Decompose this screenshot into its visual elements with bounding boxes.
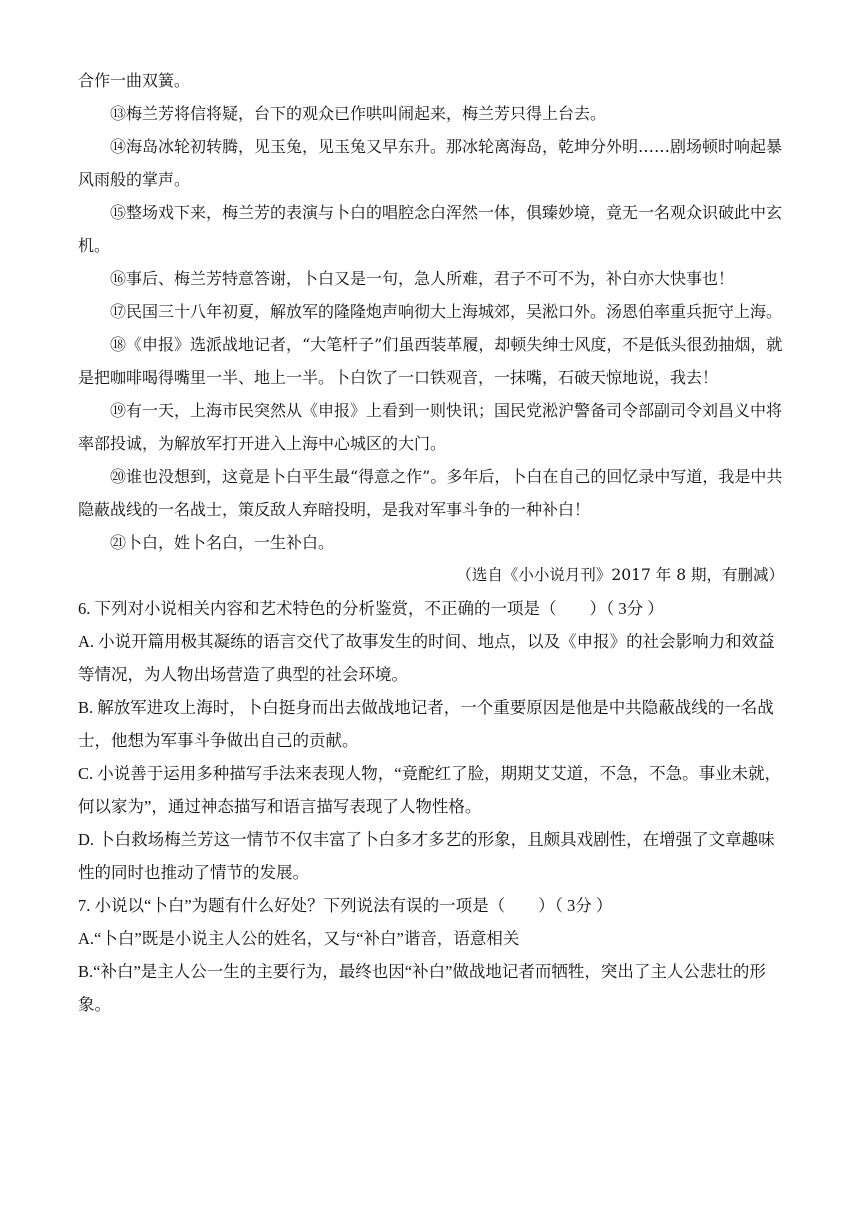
story-paragraph-15: ⑮整场戏下来，梅兰芳的表演与卜白的唱腔念白浑然一体，俱臻妙境，竟无一名观众识破此中玄机。 xyxy=(78,203,783,255)
question-6-option-a: A. 小说开篇用极其凝练的语言交代了故事发生的时间、地点，以及《申报》的社会影响力和效益等情况，为人物出场营造了典型的社会环境。 xyxy=(78,632,775,684)
story-paragraph-19: ⑲有一天，上海市民突然从《申报》上看到一则快讯；国民党淞沪警备司令部副司令刘昌义中将率部投诚，为解放军打开进入上海中心城区的大门。 xyxy=(78,401,783,453)
story-paragraph-continuation: 合作一曲双簧。 xyxy=(78,71,191,90)
story-paragraph-18: ⑱《申报》选派战地记者，“大笔杆子”们虽西装革履，却顿失绅士风度，不是低头很劲抽烟，就是把咖啡喝得嘴里一半、地上一半。卜白饮了一口铁观音，一抹嘴，石破天惊地说，我去！ xyxy=(78,335,783,387)
question-7-stem: 7. 小说以“卜白”为题有什么好处？下列说法有误的一项是（ ）（ 3分 ） xyxy=(78,896,613,915)
story-paragraph-14: ⑭海岛冰轮初转腾，见玉兔，见玉兔又早东升。那冰轮离海岛，乾坤分外明……剧场顿时响起暴风雨般的掌声。 xyxy=(78,137,783,189)
story-paragraph-16: ⑯事后、梅兰芳特意答谢，卜白又是一句，急人所难，君子不可不为，补白亦大快事也！ xyxy=(110,269,735,288)
question-7-option-a: A.“卜白”既是小说主人公的姓名，又与“补白”谐音，语意相关 xyxy=(78,929,520,948)
question-6-stem: 6. 下列对小说相关内容和艺术特色的分析鉴赏，不正确的一项是（ ）（ 3分 ） xyxy=(78,599,664,618)
story-paragraph-21: ㉑卜白，姓卜名白，一生补白。 xyxy=(110,533,335,552)
question-7-option-b: B.“补白”是主人公一生的主要行为，最终也因“补白”做战地记者而牺牲，突出了主人公悲壮的形象。 xyxy=(78,962,766,1014)
document-page xyxy=(78,64,784,1021)
source-citation: （选自《小小说月刊》2017 年 8 期，有删减） xyxy=(456,566,784,584)
story-paragraph-13: ⑬梅兰芳将信将疑，台下的观众已作哄叫闹起来，梅兰芳只得上台去。 xyxy=(110,104,607,123)
question-6-option-c: C. 小说善于运用多种描写手法来表现人物，“竟酡红了脸，期期艾艾道，不急，不急。事业未就，何以家为”，通过神态描写和语言描写表现了人物性格。 xyxy=(78,764,782,816)
question-6-option-d: D. 卜白救场梅兰芳这一情节不仅丰富了卜白多才多艺的形象，且颇具戏剧性，在增强了文章趣味性的同时也推动了情节的发展。 xyxy=(78,830,775,882)
story-paragraph-17: ⑰民国三十八年初夏，解放军的隆隆炮声响彻大上海城郊，吴淞口外。汤恩伯率重兵扼守上海。 xyxy=(110,302,783,321)
story-paragraph-20: ⑳谁也没想到，这竟是卜白平生最“得意之作”。多年后，卜白在自己的回忆录中写道，我是中共隐蔽战线的一名战士，策反敌人弃暗投明，是我对军事斗争的一种补白！ xyxy=(78,467,783,519)
question-6-option-b: B. 解放军进攻上海时，卜白挺身而出去做战地记者，一个重要原因是他是中共隐蔽战线的一名战士，他想为军事斗争做出自己的贡献。 xyxy=(78,698,774,750)
